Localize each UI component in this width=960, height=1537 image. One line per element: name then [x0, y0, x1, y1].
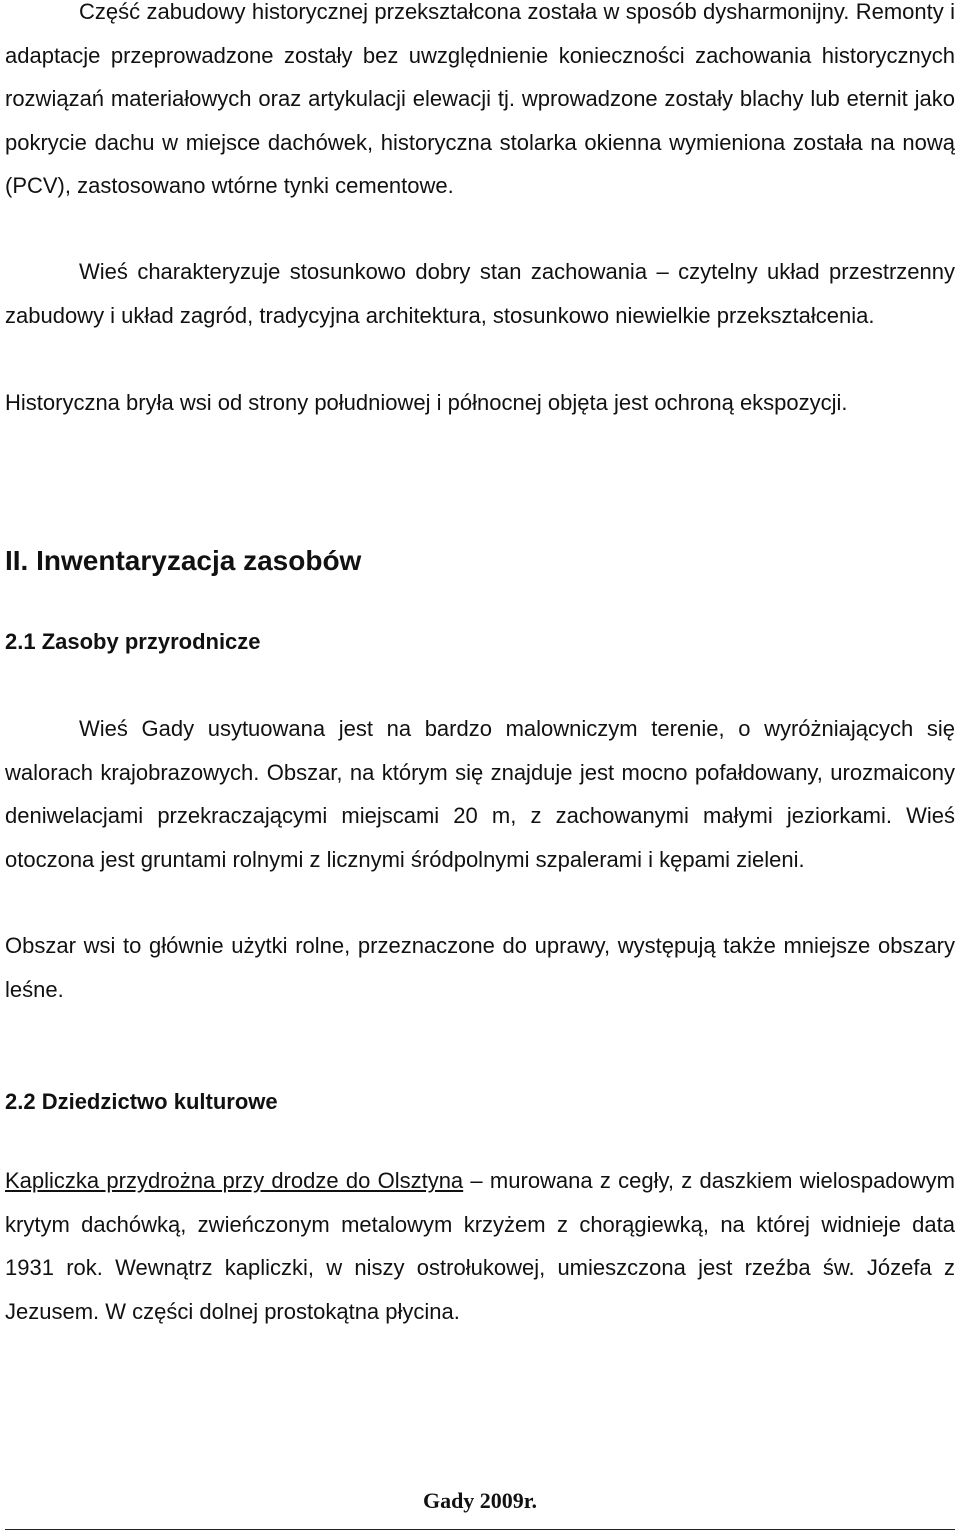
footer-divider	[5, 1529, 955, 1530]
kapliczka-description: – murowana z cegły, z daszkiem wielospadowym krytym dachówką, zwieńczonym metalowym krzyżem z chorągiewką, na której widnieje data 1931 rok. Wewnątrz kapliczki, w niszy ostrołukowej, umieszczona jest rzeźba św. Józefa z Jezusem. W części dolnej prostokątna płycina.	[5, 1168, 955, 1324]
paragraph-kapliczka	[5, 1159, 955, 1333]
paragraph-stan-zachowania: Wieś charakteryzuje stosunkowo dobry stan zachowania – czytelny układ przestrzenny zabudowy i układ zagród, tradycyjna architektura, stosunkowo niewielkie przekształcenia.	[5, 259, 955, 328]
section-heading: II. Inwentaryzacja zasobów	[5, 545, 362, 576]
paragraph-uzytki: Obszar wsi to głównie użytki rolne, przeznaczone do uprawy, występują także mniejsze obszary leśne.	[5, 933, 955, 1002]
paragraph-ochrona-ekspozycji: Historyczna bryła wsi od strony południowej i północnej objęta jest ochroną ekspozycji.	[5, 390, 848, 415]
footer-text: Gady 2009r.	[422, 1488, 538, 1513]
kapliczka-link-text: Kapliczka przydrożna przy drodze do Olsztyna	[5, 1168, 464, 1193]
subsection-heading-dziedzictwo: 2.2 Dziedzictwo kulturowe	[5, 1089, 278, 1114]
paragraph-ukształtowanie: Wieś Gady usytuowana jest na bardzo malowniczym terenie, o wyróżniających się walorach krajobrazowych. Obszar, na którym się znajduje jest mocno pofałdowany, urozmaicony deniwelacjami przekraczającymi miejscami 20 m, z zachowanymi małymi jeziorkami. Wieś otoczona jest gruntami rolnymi z licznymi śródpolnymi szpalerami i kępami zieleni.	[5, 716, 955, 872]
paragraph-zabudowa: Część zabudowy historycznej przekształcona została w sposób dysharmonijny. Remonty i adaptacje przeprowadzone zostały bez uwzględnienie konieczności zachowania historycznych rozwiązań materiałowych oraz artykulacji elewacji tj. wprowadzone zostały blachy lub eternit jako pokrycie dachu w miejsce dachówek, historyczna stolarka okienna wymieniona została na nową (PCV), zastosowano wtórne tynki cementowe.	[5, 0, 955, 198]
subsection-heading-przyrodnicze: 2.1 Zasoby przyrodnicze	[5, 629, 261, 654]
